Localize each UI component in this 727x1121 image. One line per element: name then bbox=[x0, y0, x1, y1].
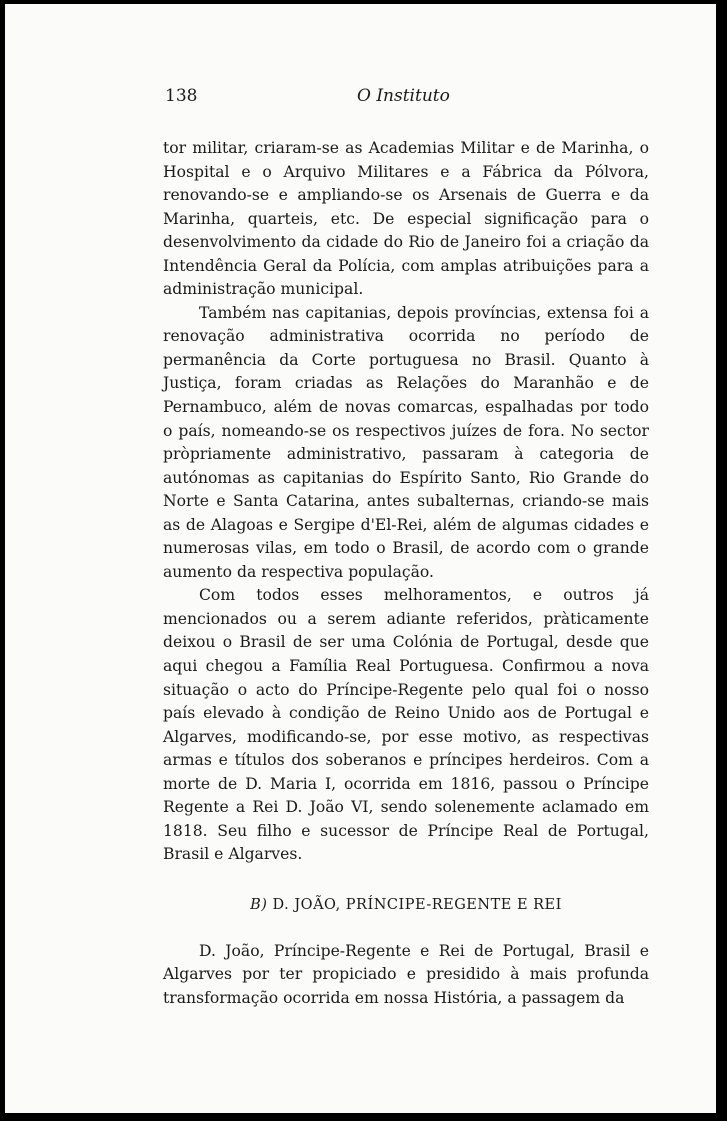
paragraph-capitanias: Também nas capitanias, depois províncias, extensa foi a renovação administrativa ocorrida no período de permanência da Corte portuguesa no Brasil. Quanto à Justiça, foram criadas as Relações do Maranhão e de Pernambuco, além de novas comarcas, espalhadas por todo o país, nomeando-se os respectivos juízes de fora. No sector pròpriamente administrativo, passaram à categoria de autónomas as capitanias do Espírito Santo, Rio Grande do Norte e Santa Catarina, antes subalternas, criando-se mais as de Alagoas e Sergipe d'El-Rei, além de algumas cidades e numerosas vilas, em todo o Brasil, de acordo com o grande aumento da respectiva população. bbox=[163, 303, 649, 581]
page-number: 138 bbox=[165, 86, 198, 106]
section-letter: B) bbox=[250, 896, 268, 913]
paragraph-melhoramentos: Com todos esses melhoramentos, e outros já mencionados ou a serem adiante referidos, pràticamente deixou o Brasil de ser uma Colónia de Portugal, desde que aqui chegou a Família Real Portuguesa. Confirmou a nova situação o acto do Príncipe-Regente pelo qual foi o nosso país elevado à condição de Reino Unido aos de Portugal e Algarves, modificando-se, por esse motivo, as respectivas armas e títulos dos soberanos e príncipes herdeiros. Com a morte de D. Maria I, ocorrida em 1816, passou o Príncipe Regente a Rei D. João VI, sendo solenemente aclamado em 1818. Seu filho e sucessor de Príncipe Real de Portugal, Brasil e Algarves. bbox=[163, 586, 649, 864]
book-page bbox=[5, 4, 716, 1113]
running-title: O Instituto bbox=[357, 86, 450, 106]
section-title: D. JOÃO, PRÍNCIPE-REGENTE E REI bbox=[272, 896, 562, 913]
body-text bbox=[163, 137, 649, 1010]
paragraph-continuation: tor militar, criaram-se as Academias Militar e de Marinha, o Hospital e o Arquivo Militares e a Fábrica da Pólvora, renovando-se e ampliando-se os Arsenais de Guerra e da Marinha, quarteis, etc. De especial significação para o desenvolvimento da cidade do Rio de Janeiro foi a criação da Intendência Geral da Polícia, com amplas atribuições para a administração municipal. bbox=[163, 139, 649, 299]
section-heading bbox=[163, 894, 649, 918]
paragraph-dom-joao: D. João, Príncipe-Regente e Rei de Portugal, Brasil e Algarves por ter propiciado e presidido à mais profunda transformação ocorrida em nossa História, a passagem da bbox=[163, 941, 649, 1007]
page-header bbox=[165, 86, 645, 108]
